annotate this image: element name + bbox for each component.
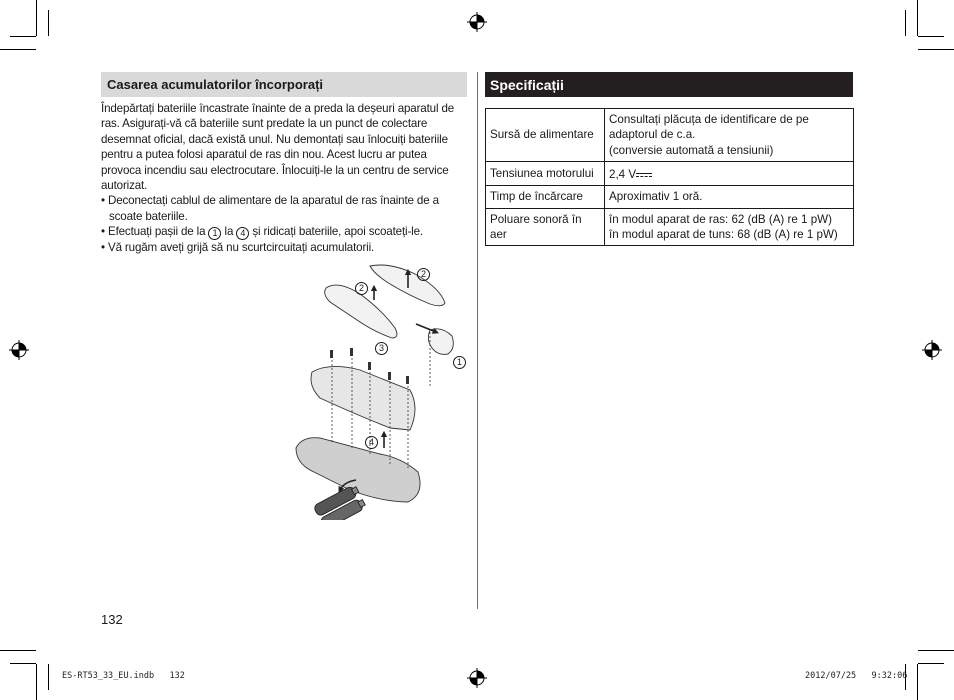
column-divider [477, 72, 478, 609]
specifications-table [485, 108, 854, 246]
figure-step-2-right: 2 [417, 268, 430, 281]
spec-value: 2,4 V [605, 162, 854, 186]
figure-step-3: 3 [375, 342, 388, 355]
figure-step-2-left: 2 [355, 282, 368, 295]
registration-mark-left [9, 340, 29, 360]
bullet-no-short-circuit: • Vă rugăm aveți grijă să nu scurtcircuitați acumulatorii. [101, 241, 375, 255]
crop-mark [48, 10, 49, 36]
crop-mark [917, 0, 918, 36]
crop-mark [905, 10, 906, 36]
section-heading-specifications: Specificații [485, 72, 853, 97]
spec-value: Aproximativ 1 oră. [605, 186, 854, 208]
crop-mark [918, 49, 954, 50]
crop-mark [36, 664, 37, 700]
spec-label: Poluare sonoră în aer [486, 208, 605, 246]
figure-step-1: 1 [453, 356, 466, 369]
footer-file-info: ES-RT53_33_EU.indb 132 [62, 671, 185, 681]
registration-mark-top [467, 12, 487, 32]
crop-mark [0, 650, 36, 651]
table-row [486, 208, 854, 246]
spec-value: în modul aparat de ras: 62 (dB (A) re 1 pW) în modul aparat de tuns: 68 (dB (A) re 1 pW) [605, 208, 854, 246]
registration-mark-bottom [467, 668, 487, 688]
spec-value: Consultați plăcuța de identificare de pe adaptorul de c.a. (conversie automată a tensiunii) [605, 109, 854, 162]
crop-mark [917, 664, 918, 700]
shaver-disassembly-illustration [290, 258, 475, 520]
crop-mark [10, 663, 36, 664]
page-number: 132 [101, 612, 123, 627]
spec-label: Sursă de alimentare [486, 109, 605, 162]
shaver-frame [311, 366, 415, 430]
crop-mark [918, 663, 944, 664]
bullet-disconnect-cord: • Deconectați cablul de alimentare de la aparatul de ras înainte de a scoate bateriile. [101, 194, 439, 223]
crop-mark [36, 0, 37, 36]
step-number-1: 1 [208, 227, 221, 240]
section-heading-battery-disposal: Casarea acumulatorilor încorporați [101, 72, 467, 97]
registration-mark-right [922, 340, 942, 360]
footer-timestamp: 2012/07/25 9:32:06 [805, 671, 908, 681]
figure-step-4: 4 [365, 436, 378, 449]
table-row [486, 162, 854, 186]
battery-disposal-paragraph: Îndepărtați bateriile încastrate înainte de a preda la deșeuri aparatul de ras. Asigurați-vă că bateriile sunt predate la un punct de colectare desemnat oficial, dacă există unul. Nu demontați sau înlocuiți bateriile pentru a putea folosi aparatul de ras din nou. Acest lucru ar putea provoca incendiu sau electrocutare. Înlocuiți-le la un centru de service autorizat. [101, 102, 455, 193]
end-cap [428, 329, 453, 355]
dc-symbol-icon [636, 171, 652, 179]
bullet-perform-steps: • Efectuați pașii de la 1 la 4 și ridicați bateriile, apoi scoateți-le. [101, 225, 423, 239]
spec-label: Tensiunea motorului [486, 162, 605, 186]
crop-mark [48, 664, 49, 690]
step-number-4: 4 [236, 227, 249, 240]
crop-mark [0, 49, 36, 50]
crop-mark [918, 36, 944, 37]
crop-mark [918, 650, 954, 651]
table-row [486, 109, 854, 162]
spec-label: Timp de încărcare [486, 186, 605, 208]
table-row [486, 186, 854, 208]
battery-disposal-text [101, 101, 469, 256]
crop-mark [10, 36, 36, 37]
